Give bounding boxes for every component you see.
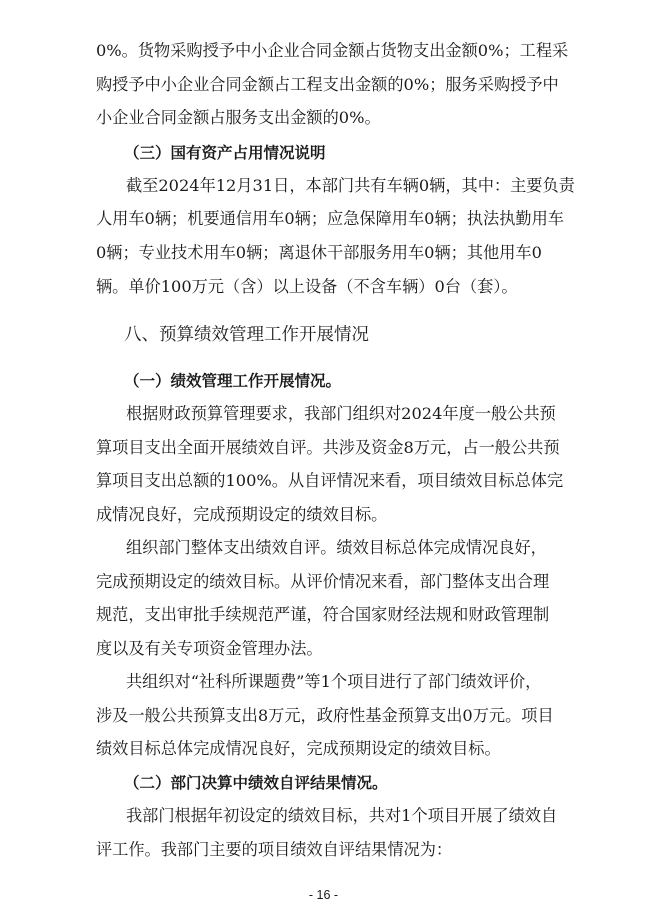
body-text-line: 算项目支出总额的100%。从自评情况来看，项目绩效目标总体完 bbox=[96, 471, 564, 490]
body-text-line: 我部门根据年初设定的绩效目标，共对1个项目开展了绩效自 bbox=[126, 806, 558, 825]
body-text-line: 人用车0辆；机要通信用车0辆；应急保障用车0辆；执法执勤用车 bbox=[96, 209, 564, 228]
body-text-line: 规范，支出审批手续规范严谨，符合国家财经法规和财政管理制 bbox=[96, 605, 550, 624]
body-text-line: 0辆；专业技术用车0辆；离退休干部服务用车0辆；其他用车0 bbox=[96, 243, 542, 262]
body-text-line: 小企业合同金额占服务支出金额的0%。 bbox=[96, 108, 381, 127]
body-text-line: 共组织对“社科所课题费”等1个项目进行了部门绩效评价， bbox=[126, 672, 542, 691]
body-text-line: 完成预期设定的绩效目标。从评价情况来看，部门整体支出合理 bbox=[96, 572, 550, 591]
subsection-heading-performance-work: （一）绩效管理工作开展情况。 bbox=[124, 372, 342, 390]
body-text-line: 辆。单价100万元（含）以上设备（不含车辆）0台（套）。 bbox=[96, 277, 518, 296]
body-text-line: 成情况良好，完成预期设定的绩效目标。 bbox=[96, 505, 388, 524]
body-text-line: 评工作。我部门主要的项目绩效自评结果情况为： bbox=[96, 840, 453, 859]
body-text-line: 截至2024年12月31日，本部门共有车辆0辆，其中：主要负责 bbox=[126, 176, 575, 195]
body-text-line: 算项目支出全面开展绩效自评。共涉及资金8万元，占一般公共预 bbox=[96, 438, 560, 457]
body-text-line: 组织部门整体支出绩效自评。绩效目标总体完成情况良好， bbox=[126, 538, 547, 557]
body-text-line: 0%。货物采购授予中小企业合同金额占货物支出金额0%；工程采 bbox=[96, 41, 569, 60]
page-number: - 16 - bbox=[308, 888, 339, 902]
subsection-heading-assets: （三）国有资产占用情况说明 bbox=[124, 144, 326, 162]
body-text-line: 购授予中小企业合同金额占工程支出金额的0%；服务采购授予中 bbox=[96, 75, 559, 94]
section-heading-performance: 八、预算绩效管理工作开展情况 bbox=[124, 325, 369, 345]
subsection-heading-self-evaluation: （二）部门决算中绩效自评结果情况。 bbox=[124, 774, 388, 792]
body-text-line: 根据财政预算管理要求，我部门组织对2024年度一般公共预 bbox=[126, 404, 556, 423]
body-text-line: 绩效目标总体完成情况良好，完成预期设定的绩效目标。 bbox=[96, 739, 501, 758]
body-text-line: 涉及一般公共预算支出8万元，政府性基金预算支出0万元。项目 bbox=[96, 706, 554, 725]
body-text-line: 度以及有关专项资金管理办法。 bbox=[96, 639, 323, 658]
